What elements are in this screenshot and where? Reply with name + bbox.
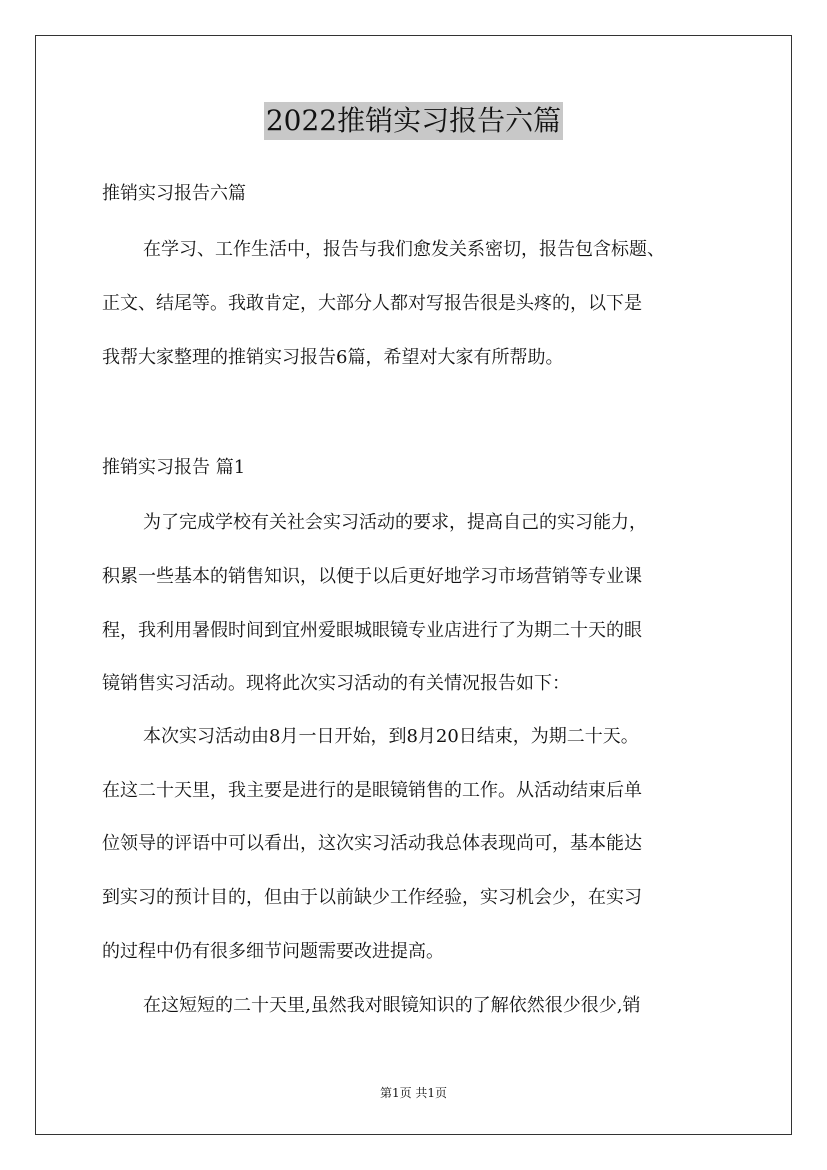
para1-line-4: 镜销售实习活动。现将此次实习活动的有关情况报告如下： <box>102 673 570 694</box>
para1-line-2: 积累一些基本的销售知识，以便于以后更好地学习市场营销等专业课 <box>102 566 642 587</box>
document-subtitle: 推销实习报告六篇 <box>102 183 246 204</box>
intro-line-3: 我帮大家整理的推销实习报告6篇，希望对大家有所帮助。 <box>102 347 564 368</box>
para2-line-3: 位领导的评语中可以看出，这次实习活动我总体表现尚可，基本能达 <box>102 833 642 854</box>
para2-line-2: 在这二十天里，我主要是进行的是眼镜销售的工作。从活动结束后单 <box>102 780 642 801</box>
para1-line-1: 为了完成学校有关社会实习活动的要求，提高自己的实习能力， <box>143 512 647 533</box>
intro-line-1: 在学习、工作生活中，报告与我们愈发关系密切，报告包含标题、 <box>143 239 665 260</box>
document-title: 2022推销实习报告六篇 <box>264 102 563 140</box>
title-wrap <box>0 102 827 140</box>
para1-line-3: 程，我利用暑假时间到宜州爱眼城眼镜专业店进行了为期二十天的眼 <box>102 620 642 641</box>
page-footer: 第1页 共1页 <box>379 1086 448 1100</box>
para2-line-5: 的过程中仍有很多细节问题需要改进提高。 <box>102 941 444 962</box>
para3-line-1: 在这短短的二十天里,虽然我对眼镜知识的了解依然很少很少,销 <box>143 995 641 1016</box>
para2-line-1: 本次实习活动由8月一日开始，到8月20日结束，为期二十天。 <box>143 726 639 747</box>
section1-heading: 推销实习报告 篇1 <box>102 457 246 478</box>
intro-line-2: 正文、结尾等。我敢肯定，大部分人都对写报告很是头疼的，以下是 <box>102 293 642 314</box>
para2-line-4: 到实习的预计目的，但由于以前缺少工作经验，实习机会少，在实习 <box>102 887 642 908</box>
